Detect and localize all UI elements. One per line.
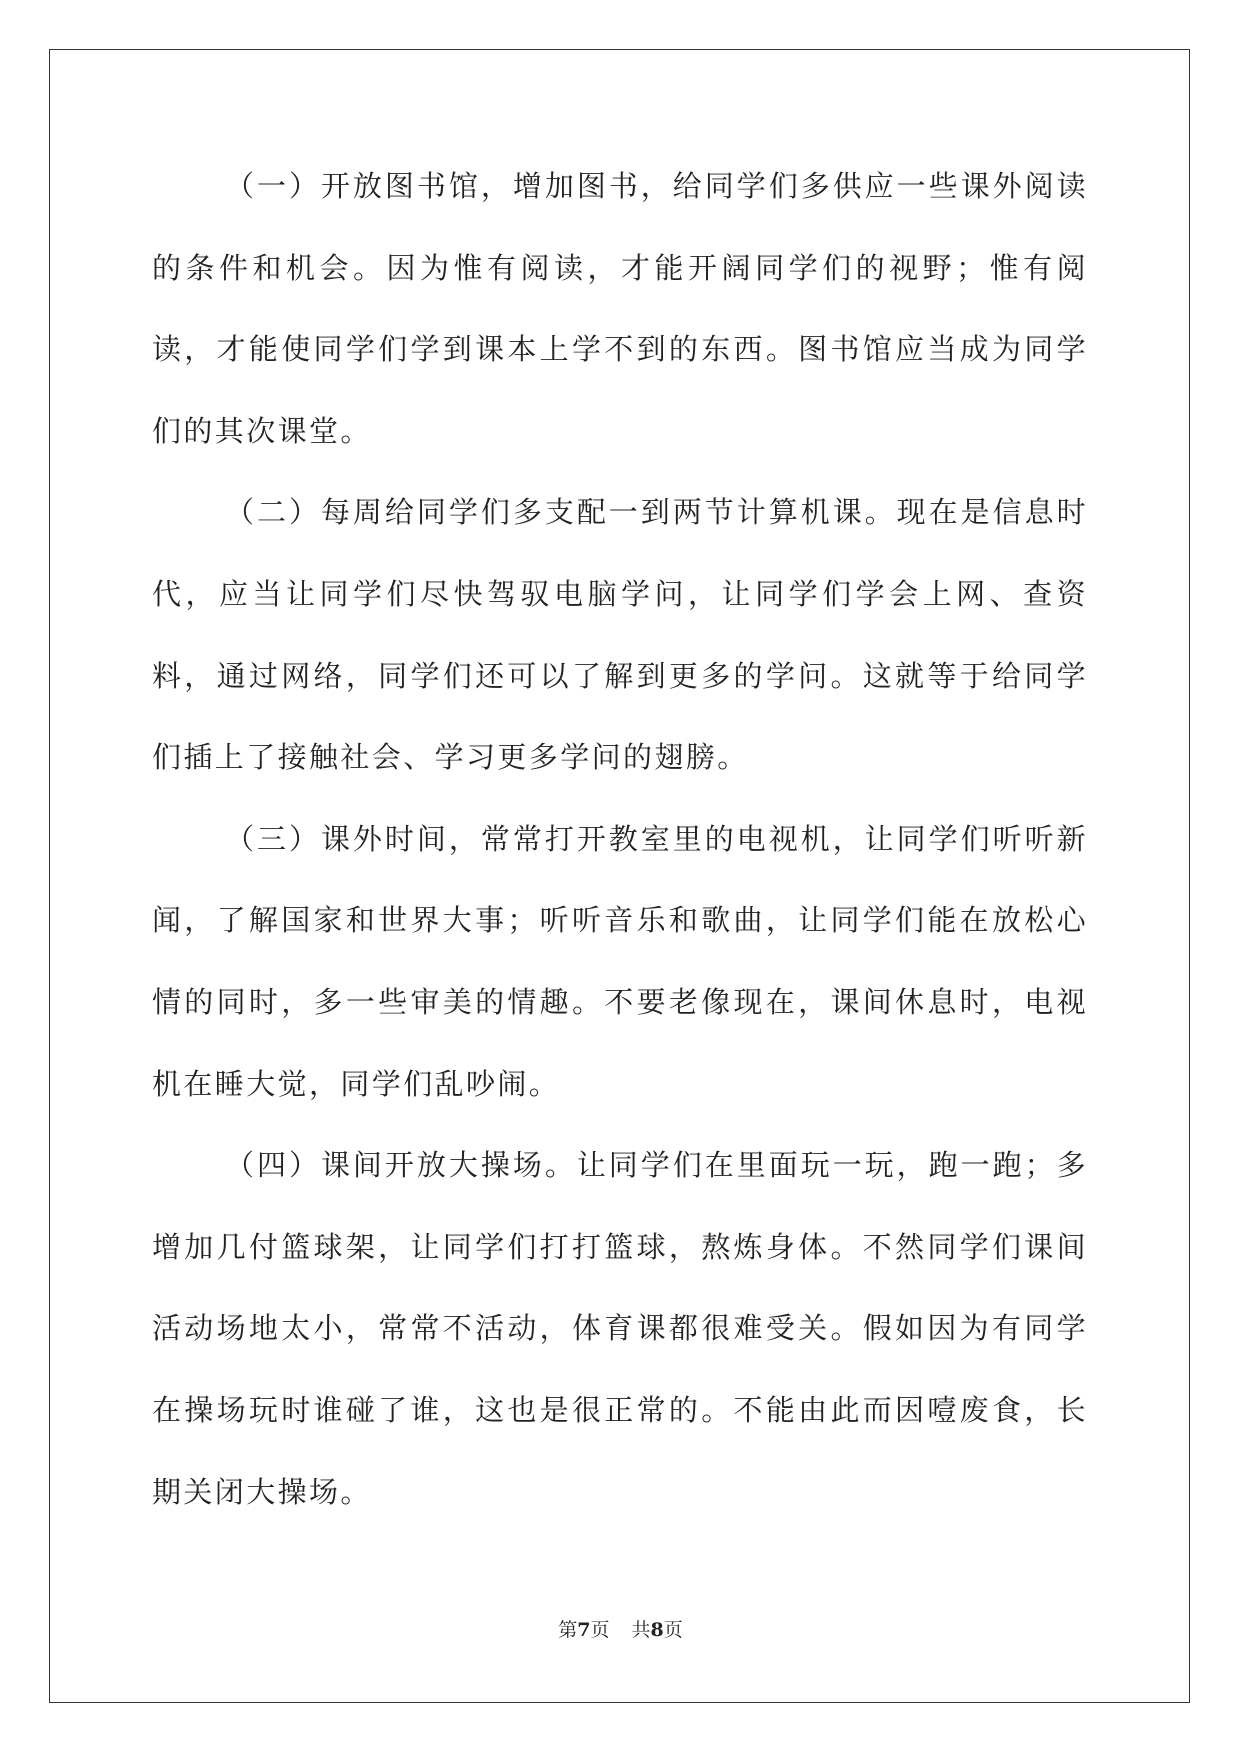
paragraph-4 [152, 1125, 1088, 1533]
paragraph-3-text: （三）课外时间，常常打开教室里的电视机，让同学们听听新闻，了解国家和世界大事；听听音乐和歌曲，让同学们能在放松心情的同时，多一些审美的情趣。不要老像现在，课间休息时，电视机在睡大觉，同学们乱吵闹。 [152, 821, 1088, 1101]
page-suffix: 页 [590, 1619, 610, 1641]
page-current-number: 7 [577, 1619, 591, 1641]
document-body [152, 146, 1088, 1533]
paragraph-3 [152, 799, 1088, 1125]
paragraph-1 [152, 146, 1088, 472]
total-suffix: 页 [663, 1619, 683, 1641]
paragraph-2-text: （二）每周给同学们多支配一到两节计算机课。现在是信息时代，应当让同学们尽快驾驭电脑学问，让同学们学会上网、查资料，通过网络，同学们还可以了解到更多的学问。这就等于给同学们插上了接触社会、学习更多学问的翅膀。 [152, 495, 1088, 775]
paragraph-1-text: （一）开放图书馆，增加图书，给同学们多供应一些课外阅读的条件和机会。因为惟有阅读，才能开阔同学们的视野；惟有阅读，才能使同学们学到课本上学不到的东西。图书馆应当成为同学们的其次课堂。 [152, 169, 1088, 448]
paragraph-4-text: （四）课间开放大操场。让同学们在里面玩一玩，跑一跑；多增加几付篮球架，让同学们打打篮球，熬炼身体。不然同学们课间活动场地太小，常常不活动，体育课都很难受关。假如因为有同学在操场玩时谁碰了谁，这也是很正常的。不能由此而因噎废食，长期关闭大操场。 [152, 1148, 1088, 1509]
paragraph-2 [152, 472, 1088, 798]
page-footer [0, 1615, 1241, 1642]
page-prefix: 第 [558, 1619, 578, 1641]
total-prefix: 共 [631, 1619, 651, 1641]
page-total-number: 8 [650, 1619, 664, 1641]
